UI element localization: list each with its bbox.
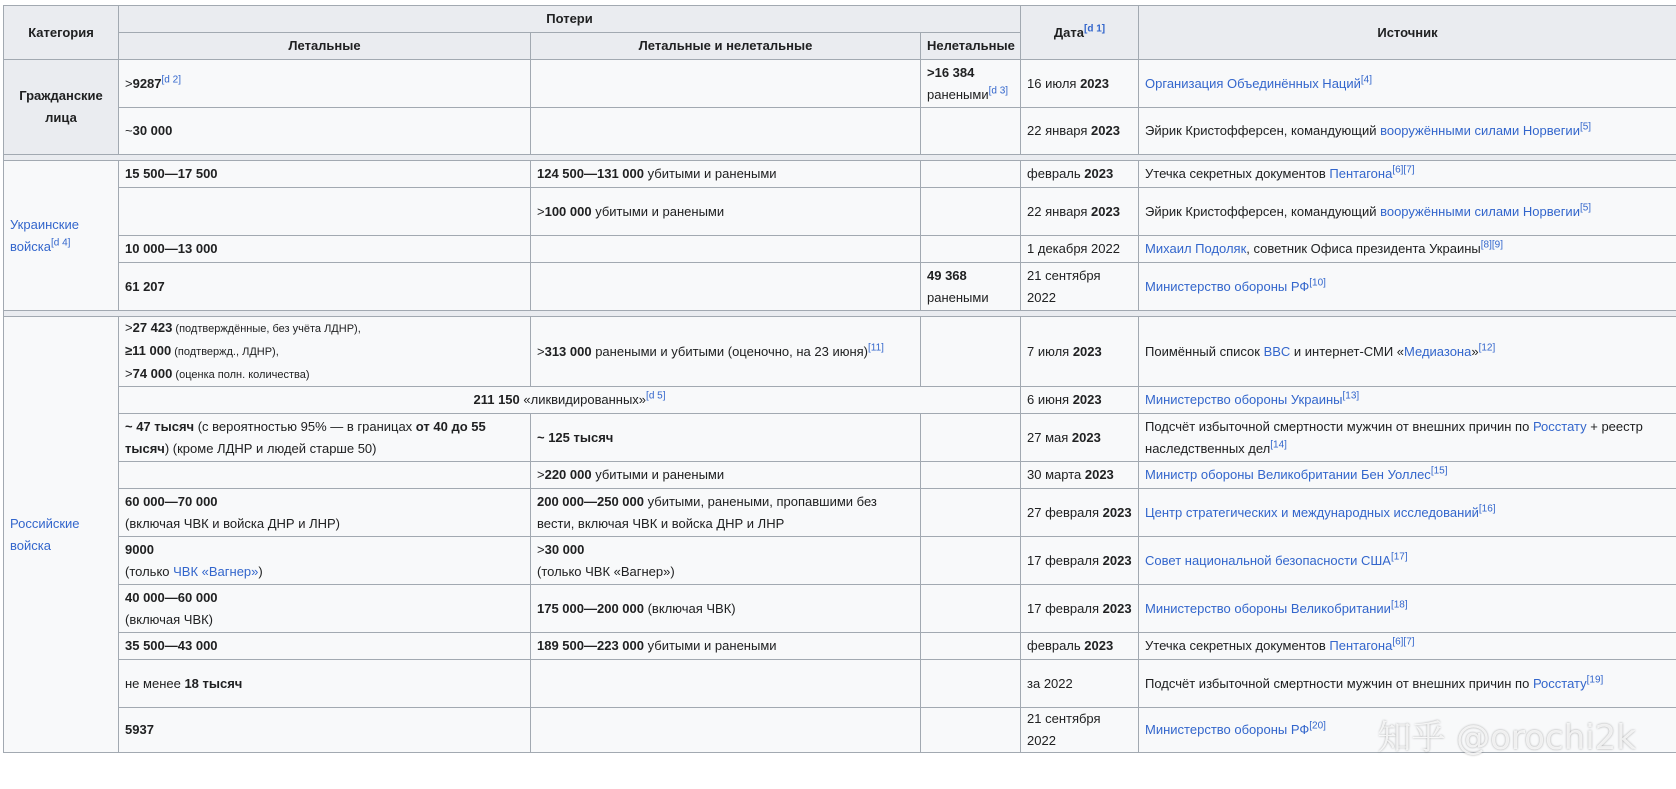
cell-source — [1139, 708, 1676, 753]
source-link[interactable]: Министерство обороны РФ — [1145, 722, 1310, 737]
ref-link[interactable]: [11] — [868, 342, 884, 354]
cell-lethal-nonlethal — [531, 60, 921, 108]
ref-link[interactable]: [4] — [1360, 74, 1373, 86]
cell-nonlethal: >16 384 ранеными[d 3] — [921, 60, 1021, 108]
cell-source — [1139, 263, 1676, 311]
table-row — [4, 585, 1676, 633]
cell-date: 27 мая 2023 — [1021, 414, 1139, 462]
source-link[interactable]: Центр стратегических и международных исследований — [1145, 504, 1479, 520]
ref-link[interactable]: [17] — [1390, 551, 1408, 563]
ref-link[interactable]: [10] — [1309, 277, 1326, 289]
note-link[interactable]: [d 4] — [50, 237, 71, 249]
cell-source: Эйрик Кристофферсен, командующий вооружёнными силами Норвегии[5] — [1139, 188, 1676, 236]
cell-date: за 2022 — [1021, 660, 1139, 708]
source-link[interactable]: Организация Объединённых Наций — [1145, 75, 1361, 91]
cell-source — [1139, 60, 1676, 108]
header-nonlethal: Нелетальные — [921, 33, 1021, 60]
cell-nonlethal — [921, 188, 1021, 236]
cell-lethal-nonlethal: 124 500—131 000 убитыми и ранеными — [531, 161, 921, 188]
cell-nonlethal — [921, 708, 1021, 753]
table-row — [4, 489, 1676, 537]
source-link[interactable]: Медиазона — [1404, 343, 1472, 359]
cell-date: 22 января 2023 — [1021, 188, 1139, 236]
cell-lethal-nonlethal: >100 000 убитыми и ранеными — [531, 188, 921, 236]
watermark: 知乎 @orochi2k — [1377, 718, 1636, 758]
cell-source: Утечка секретных документов Пентагона[6][7] — [1139, 161, 1676, 188]
cell-date: февраль 2023 — [1021, 161, 1139, 188]
table-row — [4, 708, 1676, 753]
cell-source: Поимённый список BBC и интернет-СМИ «Медиазона»[12] — [1139, 317, 1676, 387]
cell-lethal — [119, 462, 531, 489]
cell-date: февраль 2023 — [1021, 633, 1139, 660]
ref-link[interactable]: [20] — [1309, 720, 1326, 732]
cell-lethal-nonlethal: 175 000—200 000 (включая ЧВК) — [531, 585, 921, 633]
header-date: Дата[d 1] — [1021, 6, 1139, 60]
table-row — [4, 236, 1676, 263]
ref-link[interactable]: [12] — [1478, 342, 1496, 354]
cell-lethal: 61 207 — [119, 263, 531, 311]
ref-link[interactable]: [5] — [1579, 202, 1592, 214]
table-row — [4, 414, 1676, 462]
cell-lethal: >9287[d 2] — [119, 60, 531, 108]
cell-source — [1139, 585, 1676, 633]
source-link[interactable]: Росстату — [1532, 675, 1587, 691]
cell-lethal: 15 500—17 500 — [119, 161, 531, 188]
source-link[interactable]: Михаил Подоляк — [1145, 241, 1247, 256]
cell-lethal-nonlethal: 189 500—223 000 убитыми и ранеными — [531, 633, 921, 660]
cell-date: 27 февраля 2023 — [1021, 489, 1139, 537]
note-link[interactable]: [d 3] — [988, 85, 1009, 97]
cell-lethal: 35 500—43 000 — [119, 633, 531, 660]
cell-lethal-nonlethal — [531, 660, 921, 708]
table-row — [4, 161, 1676, 188]
source-link[interactable]: вооружёнными силами Норвегии — [1380, 123, 1580, 138]
cell-lethal-nonlethal — [531, 708, 921, 753]
cell-source — [1139, 387, 1676, 414]
cell-lethal-nonlethal — [531, 236, 921, 263]
cell-nonlethal — [921, 660, 1021, 708]
cell-date: 21 сентября 2022 — [1021, 263, 1139, 311]
source-link[interactable]: Росстату — [1532, 418, 1587, 434]
cell-source: Михаил Подоляк, советник Офиса президента Украины[8][9] — [1139, 236, 1676, 263]
source-link[interactable]: Совет национальной безопасности США — [1145, 552, 1391, 568]
source-link[interactable]: Пентагона — [1329, 638, 1393, 653]
cell-lethal: ~ 47 тысяч (с вероятностью 95% — в границах от 40 до 55 тысяч) (кроме ЛДНР и людей старше 50) — [119, 414, 531, 462]
cell-nonlethal — [921, 108, 1021, 155]
cell-nonlethal — [921, 317, 1021, 387]
casualties-table — [3, 5, 1676, 753]
cell-lethal: 9000 (только ЧВК «Вагнер») — [119, 537, 531, 585]
table-row — [4, 188, 1676, 236]
header-lethal: Летальные — [119, 33, 531, 60]
table-row — [4, 633, 1676, 660]
cell-date: 7 июля 2023 — [1021, 317, 1139, 387]
wagner-link[interactable]: ЧВК «Вагнер» — [173, 563, 259, 579]
cell-date: 17 февраля 2023 — [1021, 537, 1139, 585]
source-link[interactable]: Министерство обороны Украины — [1145, 392, 1343, 407]
cell-lethal: >27 423 (подтверждённые, без учёта ЛДНР), ≥11 000 (подтвержд., ЛДНР), >74 000 (оценка полн. количества) — [119, 317, 531, 387]
ref-link[interactable]: [8][9] — [1480, 239, 1503, 251]
cell-date: 1 декабря 2022 — [1021, 236, 1139, 263]
source-link[interactable]: Министерство обороны РФ — [1145, 278, 1310, 294]
category-civilians: Гражданские лица — [4, 60, 119, 155]
cell-nonlethal — [921, 414, 1021, 462]
cell-source — [1139, 537, 1676, 585]
cell-lethal-nonlethal: >313 000 ранеными и убитыми (оценочно, на 23 июня)[11] — [531, 317, 921, 387]
table-row — [4, 660, 1676, 708]
cell-lethal-nonlethal: 200 000—250 000 убитыми, ранеными, пропавшими без вести, включая ЧВК и войска ДНР и ЛНР — [531, 489, 921, 537]
ref-link[interactable]: [15] — [1430, 465, 1448, 477]
category-russia-link[interactable]: Российские войска — [10, 515, 80, 553]
table-row — [4, 263, 1676, 311]
category-ukraine-link[interactable]: Украинские войска — [10, 216, 79, 254]
cell-source: Утечка секретных документов Пентагона[6][7] — [1139, 633, 1676, 660]
cell-source — [1139, 462, 1676, 489]
cell-lethal-nonlethal — [531, 263, 921, 311]
ref-link[interactable]: [19] — [1586, 674, 1604, 686]
cell-date: 22 января 2023 — [1021, 108, 1139, 155]
cell-date: 17 февраля 2023 — [1021, 585, 1139, 633]
cell-lethal: 10 000—13 000 — [119, 236, 531, 263]
cell-date: 21 сентября 2022 — [1021, 708, 1139, 753]
category-russia — [4, 317, 119, 753]
cell-lethal: 60 000—70 000 (включая ЧВК и войска ДНР и ЛНР) — [119, 489, 531, 537]
cell-lethal: не менее 18 тысяч — [119, 660, 531, 708]
cell-date: 30 марта 2023 — [1021, 462, 1139, 489]
cell-span-losses: 211 150 «ликвидированных»[d 5] — [119, 387, 1021, 414]
cell-lethal-nonlethal — [531, 108, 921, 155]
source-link[interactable]: BBC — [1263, 343, 1291, 359]
cell-nonlethal — [921, 236, 1021, 263]
category-ukraine — [4, 161, 119, 311]
cell-source: Эйрик Кристофферсен, командующий вооружёнными силами Норвегии[5] — [1139, 108, 1676, 155]
source-link[interactable]: вооружёнными силами Норвегии — [1380, 203, 1580, 219]
ref-link[interactable]: [16] — [1478, 503, 1496, 515]
header-lethal-nonlethal: Летальные и нелетальные — [531, 33, 921, 60]
ref-link[interactable]: [18] — [1390, 599, 1408, 611]
header-losses: Потери — [119, 6, 1021, 33]
cell-nonlethal — [921, 489, 1021, 537]
ref-link[interactable]: [14] — [1270, 439, 1287, 451]
source-link[interactable]: Министерство обороны Великобритании — [1145, 600, 1391, 616]
ref-link[interactable]: [13] — [1342, 390, 1360, 402]
cell-source: Подсчёт избыточной смертности мужчин от внешних причин по Росстату[19] — [1139, 660, 1676, 708]
ref-link[interactable]: [5] — [1579, 121, 1592, 133]
cell-nonlethal: 49 368 ранеными — [921, 263, 1021, 311]
cell-nonlethal — [921, 585, 1021, 633]
note-link[interactable]: [d 2] — [161, 74, 181, 86]
source-link[interactable]: Пентагона — [1329, 166, 1393, 181]
cell-lethal — [119, 188, 531, 236]
cell-date: 6 июня 2023 — [1021, 387, 1139, 414]
cell-nonlethal — [921, 462, 1021, 489]
cell-nonlethal — [921, 537, 1021, 585]
header-category: Категория — [4, 6, 119, 60]
table-row — [4, 60, 1676, 108]
ref-link[interactable]: [6][7] — [1392, 636, 1415, 648]
cell-nonlethal — [921, 633, 1021, 660]
header-source: Источник — [1139, 6, 1676, 60]
table-row — [4, 462, 1676, 489]
note-link[interactable]: [d 5] — [646, 390, 666, 402]
table-row — [4, 317, 1676, 387]
cell-lethal: 5937 — [119, 708, 531, 753]
cell-lethal-nonlethal: >30 000 (только ЧВК «Вагнер») — [531, 537, 921, 585]
date-note-link[interactable]: [d 1] — [1084, 23, 1106, 35]
table-row — [4, 537, 1676, 585]
cell-source: Подсчёт избыточной смертности мужчин от внешних причин по Росстату + реестр наследственных дел[14] — [1139, 414, 1676, 462]
cell-lethal-nonlethal: ~ 125 тысяч — [531, 414, 921, 462]
ref-link[interactable]: [6][7] — [1392, 164, 1415, 176]
cell-date: 16 июля 2023 — [1021, 60, 1139, 108]
table-row — [4, 108, 1676, 155]
cell-lethal-nonlethal: >220 000 убитыми и ранеными — [531, 462, 921, 489]
table-row — [4, 387, 1676, 414]
cell-lethal: ~30 000 — [119, 108, 531, 155]
source-link[interactable]: Министр обороны Великобритании Бен Уоллес — [1145, 467, 1431, 482]
cell-source — [1139, 489, 1676, 537]
cell-lethal: 40 000—60 000 (включая ЧВК) — [119, 585, 531, 633]
cell-nonlethal — [921, 161, 1021, 188]
